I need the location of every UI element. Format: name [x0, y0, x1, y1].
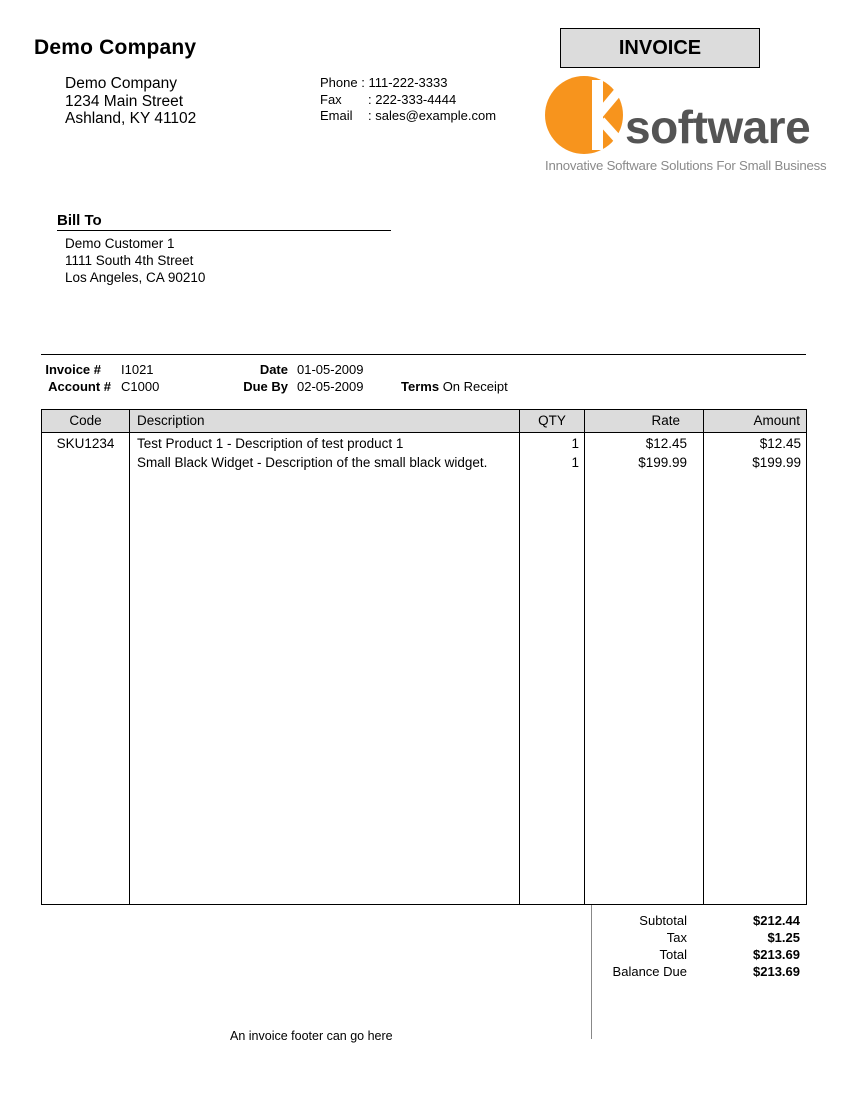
column-divider: [519, 410, 520, 904]
terms-value: On Receipt: [442, 379, 508, 394]
fax-value: : 222-333-4444: [368, 91, 457, 107]
header-rate: Rate: [651, 413, 680, 428]
subtotal-label: Subtotal: [639, 913, 687, 928]
date-label: Date: [259, 362, 288, 377]
company-name: Demo Company: [34, 36, 197, 59]
balance-due-value: $213.69: [753, 964, 800, 979]
company-logo: [543, 74, 828, 178]
balance-due-label: Balance Due: [612, 964, 687, 979]
row-description: Small Black Widget - Description of the small black widget.: [137, 455, 488, 470]
company-address-line: 1234 Main Street: [65, 92, 184, 110]
tax-value: $1.25: [767, 930, 800, 945]
bill-to-line: Demo Customer 1: [65, 236, 175, 251]
header-code: Code: [69, 413, 102, 428]
row-amount: $199.99: [752, 455, 801, 470]
email-label: Email: [320, 108, 353, 123]
phone-row: [320, 75, 496, 92]
row-amount: $12.45: [759, 436, 801, 451]
total-label: Total: [659, 947, 687, 962]
invoice-number-label: Invoice #: [45, 362, 101, 377]
bill-to-line: Los Angeles, CA 90210: [65, 270, 206, 285]
terms-label: Terms: [401, 379, 440, 394]
fax-row: [320, 92, 496, 109]
subtotal-value: $212.44: [753, 913, 800, 928]
invoice-number: I1021: [121, 362, 154, 377]
logo-tagline: Innovative Software Solutions For Small Business: [545, 158, 827, 173]
email-row: [320, 108, 496, 125]
logo-wordmark: software: [625, 101, 811, 153]
row-qty: 1: [571, 436, 579, 451]
total-value: $213.69: [753, 947, 800, 962]
column-divider: [703, 410, 704, 904]
account-number: C1000: [121, 379, 160, 394]
due-date: 02-05-2009: [297, 379, 364, 394]
bill-to-address: [65, 235, 205, 286]
row-qty: 1: [571, 455, 579, 470]
row-rate: $12.45: [645, 436, 687, 451]
terms: [401, 378, 508, 395]
header-amount: Amount: [753, 413, 800, 428]
divider: [41, 354, 806, 355]
column-divider: [129, 410, 130, 904]
company-address-line: Demo Company: [65, 75, 177, 92]
bill-to-line: 1111 South 4th Street: [65, 253, 194, 268]
header-qty: QTY: [538, 413, 566, 428]
company-address: [65, 75, 196, 128]
tax-label: Tax: [666, 930, 687, 945]
email-value: : sales@example.com: [368, 108, 497, 123]
line-items-table: [41, 409, 807, 905]
company-address-line: Ashland, KY 41102: [65, 110, 197, 127]
row-description: Test Product 1 - Description of test product 1: [137, 436, 404, 451]
invoice-footer: An invoice footer can go here: [230, 1029, 393, 1043]
company-contact: [320, 75, 496, 125]
due-by-label: Due By: [243, 379, 288, 394]
fax-label: Fax: [320, 91, 342, 107]
phone-value: 111-222-3333: [368, 75, 448, 90]
bill-to-heading: Bill To: [57, 212, 391, 231]
account-number-label: Account #: [48, 379, 111, 394]
row-rate: $199.99: [638, 455, 687, 470]
logo-circle: [545, 76, 623, 154]
invoice-date: 01-05-2009: [297, 362, 364, 377]
row-code: SKU1234: [56, 436, 115, 451]
column-divider: [584, 410, 585, 904]
document-title: INVOICE: [560, 28, 760, 68]
header-description: Description: [137, 413, 205, 428]
phone-label: Phone :: [320, 75, 365, 90]
